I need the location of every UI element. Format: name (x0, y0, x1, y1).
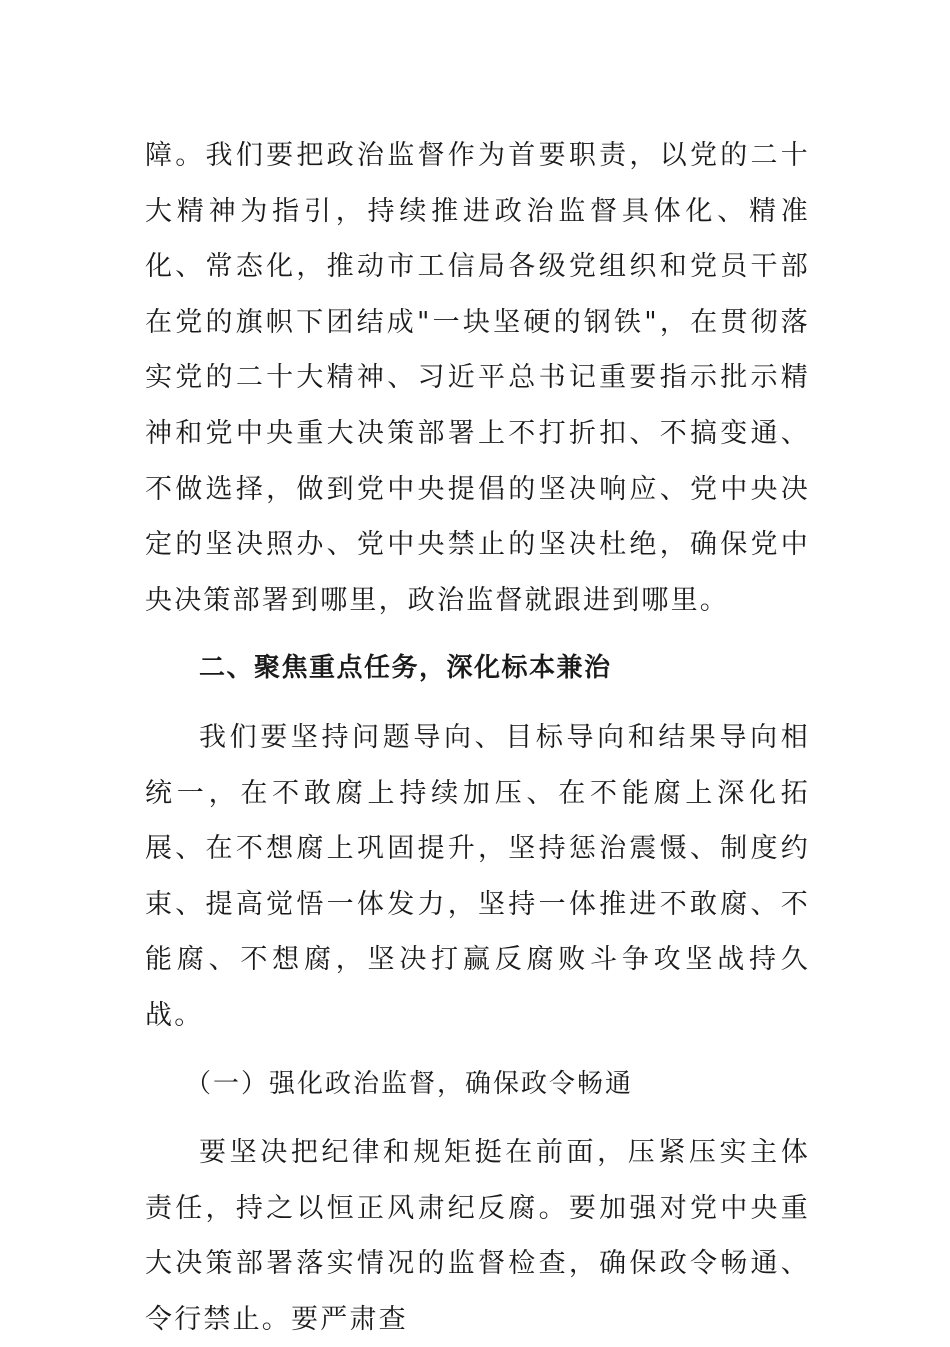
subsection-heading-1: （一）强化政治监督，确保政令畅通 (185, 1068, 634, 1099)
body-paragraph-2: 我们要坚持问题导向、目标导向和结果导向相统一，在不敢腐上持续加压、在不能腐上深化拓展、在不想腐上巩固提升，坚持惩治震慑、制度约束、提高觉悟一体发力，坚持一体推进不敢腐、不能腐、不想腐，坚决打赢反腐败斗争攻坚战持久战。 (145, 721, 810, 1031)
body-paragraph-1: 障。我们要把政治监督作为首要职责，以党的二十大精神为指引，持续推进政治监督具体化、精准化、常态化，推动市工信局各级党组织和党员干部在党的旗帜下团结成"一块坚硬的钢铁"，在贯彻落实党的二十大精神、习近平总书记重要指示批示精神和党中央重大决策部署上不打折扣、不搞变通、不做选择，做到党中央提倡的坚决响应、党中央决定的坚决照办、党中央禁止的坚决杜绝，确保党中央决策部署到哪里，政治监督就跟进到哪里。 (145, 140, 810, 616)
section-heading-2: 二、聚焦重点任务，深化标本兼治 (199, 653, 612, 684)
document-body (145, 128, 810, 1347)
body-paragraph-3: 要坚决把纪律和规矩挺在前面，压紧压实主体责任，持之以恒正风肃纪反腐。要加强对党中央重大决策部署落实情况的监督检查，确保政令畅通、令行禁止。要严肃查 (145, 1137, 810, 1335)
